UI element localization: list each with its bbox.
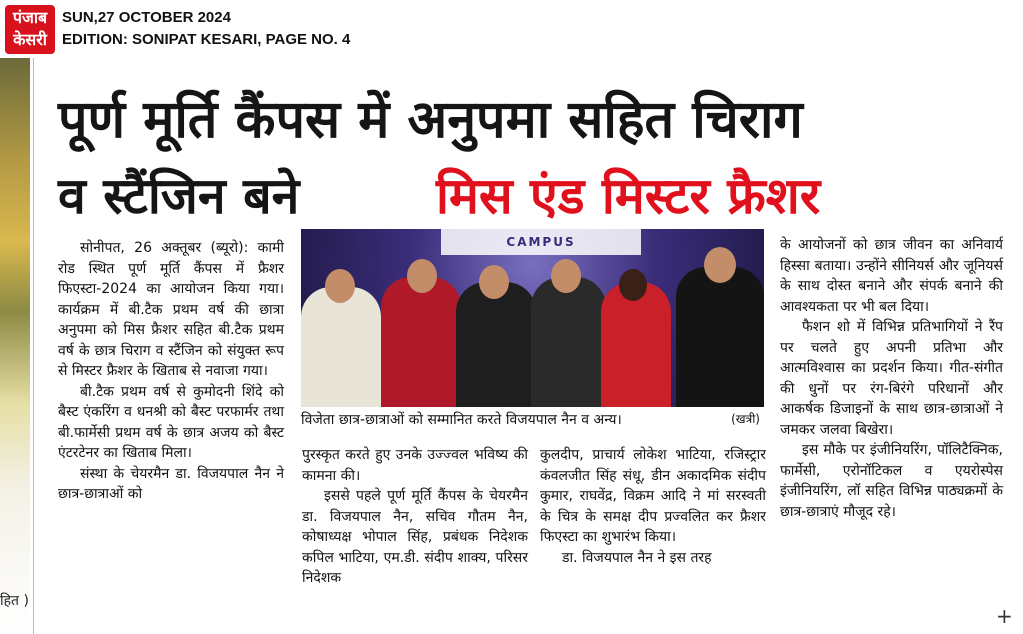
paragraph: के आयोजनों को छात्र जीवन का अनिवार्य हिस्सा बताया। उन्होंने सीनियर्स और जूनियर्स के साथ दोस्त बनाने और संपर्क बनाने की आवश्यकता पर भी बल दिया। <box>780 237 1003 315</box>
paragraph: पुरस्कृत करते हुए उनके उज्ज्वल भविष्य की कामना की। <box>302 447 528 484</box>
paragraph: कुलदीप, प्राचार्य लोकेश भाटिया, रजिस्ट्रार कंवलजीत सिंह संधू, डीन अकादमिक संदीप कुमार, राघवेंद्र, विक्रम आदि ने मां सरस्वती के चित्र के समक्ष दीप प्रज्वलित कर फ्रैशर फिएस्टा का शुभारंभ किया। <box>540 447 766 545</box>
article-column-4 <box>780 235 1003 522</box>
event-photo <box>301 229 764 407</box>
edition-info: EDITION: SONIPAT KESARI, PAGE NO. 4 <box>62 31 351 48</box>
paragraph: डा. विजयपाल नैन ने इस तरह <box>562 549 712 566</box>
paragraph: संस्था के चेयरमैन डा. विजयपाल नैन ने छात्र-छात्राओं को <box>58 465 284 502</box>
adjacent-article-photo <box>0 58 30 634</box>
paragraph: इस मौके पर इंजीनियरिंग, पॉलिटैक्निक, फार्मेसी, एरोनॉटिकल व एयरोस्पेस इंजीनियरिंग, लॉ सहित विभिन्न पाठ्यक्रमों के छात्र-छात्राएं मौजूद रहे। <box>780 442 1003 520</box>
photo-caption <box>301 410 764 429</box>
paragraph: फैशन शो में विभिन्न प्रतिभागियों ने रैंप पर चलते हुए अपनी प्रतिभा और आत्मविश्वास का प्रदर्शन किया। गीत-संगीत की धुनों पर रंग-बिरंगे परिधानों और आकर्षक डिजाइनों के साथ छात्र-छात्राओं ने जमकर जलवा बिखेरा। <box>780 319 1003 438</box>
logo-line-2: केसरी <box>13 30 47 49</box>
article-column-1 <box>58 238 284 505</box>
logo-line-1: पंजाब <box>12 8 48 27</box>
headline-line-2-black: व स्टैंजिन बने <box>58 167 300 225</box>
caption-text: विजेता छात्र-छात्राओं को सम्मानित करते विजयपाल नैन व अन्य। <box>301 412 622 428</box>
newspaper-logo <box>5 5 55 54</box>
paragraph: बी.टैक प्रथम वर्ष से कुमोदनी शिंदे को बैस्ट एंकरिंग व धनश्री को बैस्ट परफार्मर तथा बी.फार्मेसी प्रथम वर्ष के छात्र अजय को बैस्ट एंटरटेनर का खिताब मिला। <box>58 383 284 461</box>
publication-date: SUN,27 OCTOBER 2024 <box>62 9 231 26</box>
paragraph: सोनीपत, 26 अक्तूबर (ब्यूरो): कामी रोड स्थित पूर्ण मूर्ति कैंपस में फ्रैशर फिएस्टा-2024 का आयोजन किया गया। कार्यक्रम में बी.टैक प्रथम वर्ष की छात्रा अनुपमा को मिस फ्रैशर सहित बी.टैक प्रथम वर्ष के छात्र चिराग व स्टैंजिन को संयुक्त रूप से मिस्टर फ्रैशर के खिताब से नवाजा गया। <box>58 240 284 379</box>
plus-icon[interactable]: + <box>996 604 1013 628</box>
photo-credit: (खत्री) <box>731 412 760 426</box>
paragraph: इससे पहले पूर्ण मूर्ति कैंपस के चेयरमैन डा. विजयपाल नैन, सचिव गौतम नैन, कोषाध्यक्ष भोपाल सिंह, प्रबंधक निदेशक कपिल भाटिया, एम.डी. संदीप शाक्य, परिसर निदेशक <box>302 488 528 586</box>
article-column-2 <box>302 445 528 589</box>
article-column-3 <box>540 445 766 568</box>
headline-line-1: पूर्ण मूर्ति कैंपस में अनुपमा सहित चिराग <box>58 90 803 150</box>
headline-line-2-red: मिस एंड मिस्टर फ्रैशर <box>436 167 821 225</box>
adjacent-caption-fragment: हित ) <box>0 593 29 609</box>
masthead <box>0 0 1023 58</box>
photo-banner-text: CAMPUS <box>441 229 641 255</box>
column-divider <box>33 58 34 634</box>
